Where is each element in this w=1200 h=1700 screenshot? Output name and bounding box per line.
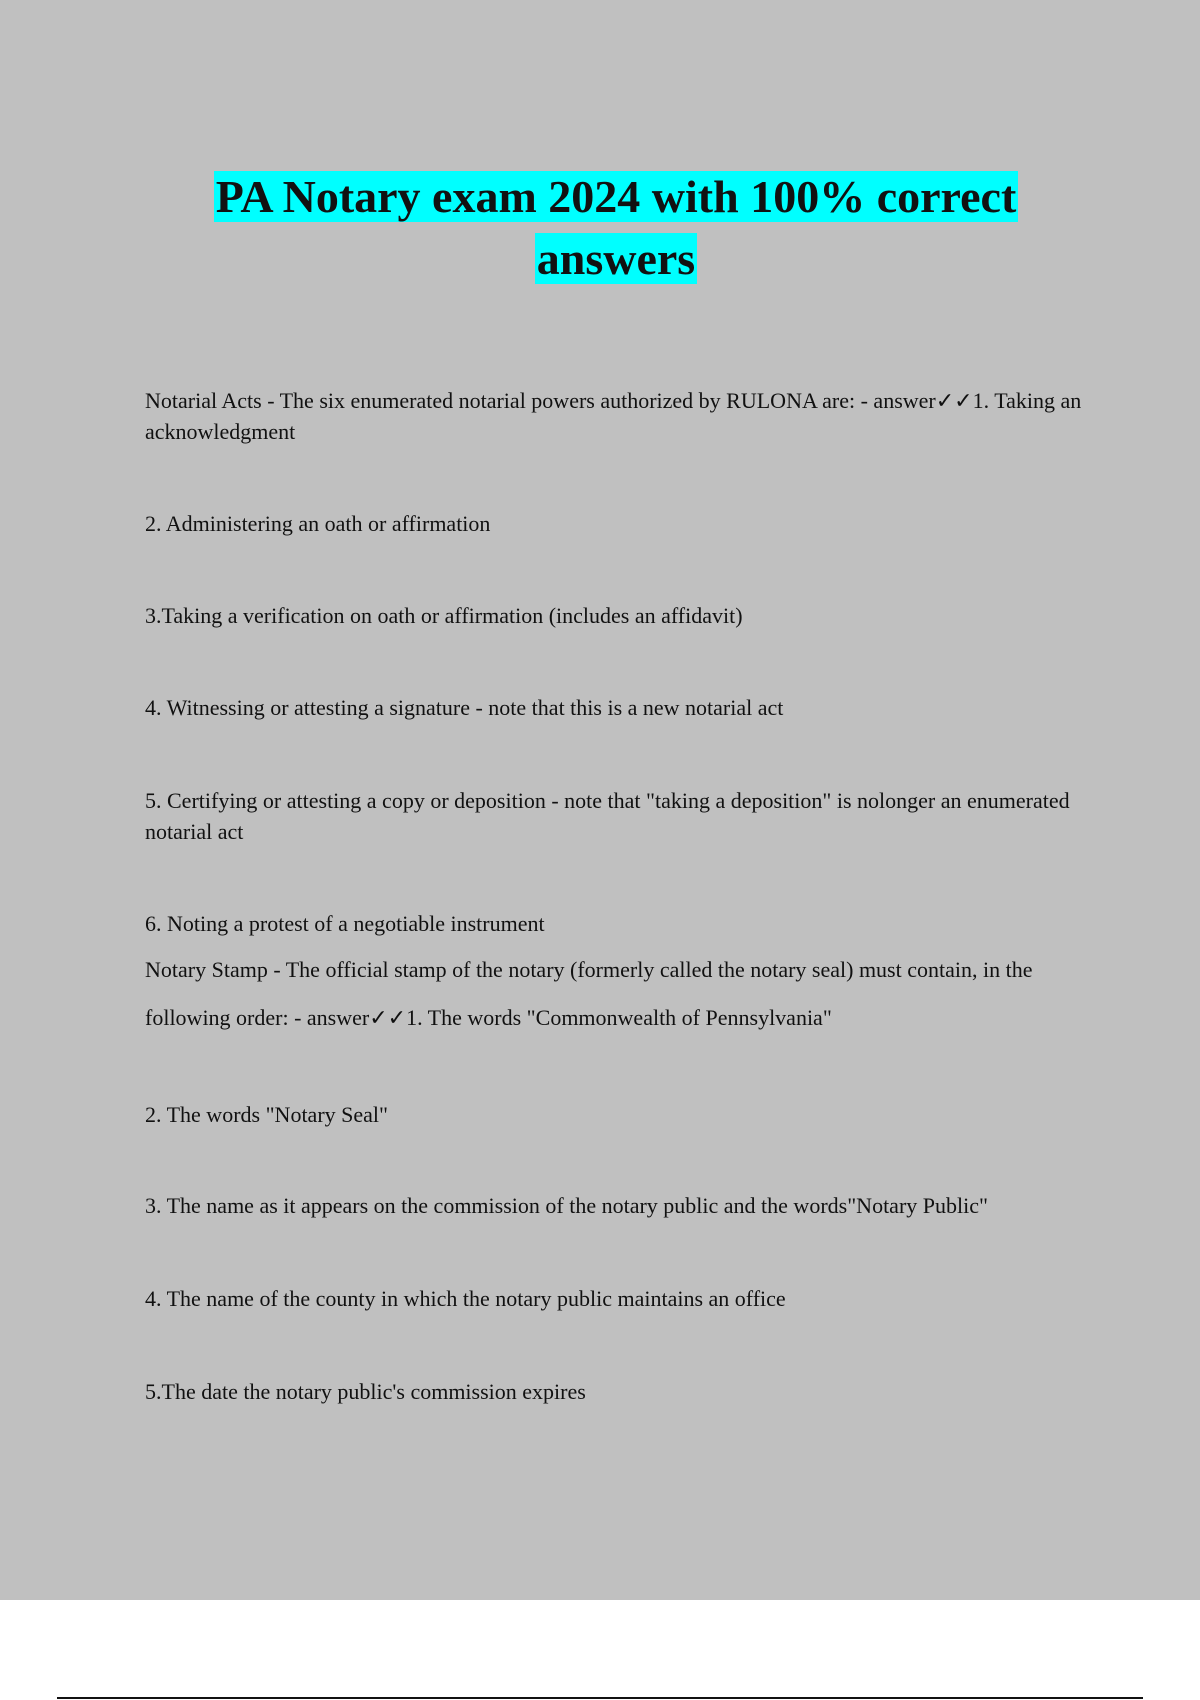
title-highlight-line-1: PA Notary exam 2024 with 100% correct [215,171,1017,222]
footer-divider [57,1697,1143,1699]
title-highlight-line-2: answers [536,233,696,284]
paragraph-item-4-witnessing: 4. Witnessing or attesting a signature - note that this is a new notarial act [145,695,784,720]
paragraph-stamp-item-3: 3. The name as it appears on the commission of the notary public and the words"Notary Public" [145,1193,988,1218]
paragraph-notarial-acts: Notarial Acts - The six enumerated notarial powers authorized by RULONA are: - answer✓✓1. Taking an acknowledgment [145,388,1082,444]
paragraph-stamp-item-4: 4. The name of the county in which the notary public maintains an office [145,1286,786,1311]
paragraph-item-5-certifying: 5. Certifying or attesting a copy or deposition - note that "taking a deposition" is nolonger an enumerated notarial act [145,788,1070,844]
paragraph-item-3-verification: 3.Taking a verification on oath or affirmation (includes an affidavit) [145,603,743,628]
paragraph-item-6-protest: 6. Noting a protest of a negotiable instrument [145,911,545,936]
paragraph-notary-stamp: Notary Stamp - The official stamp of the notary (formerly called the notary seal) must contain, in the following order: - answer✓✓1. The words "Commonwealth of Pennsylvania" [145,957,1033,1030]
paragraph-stamp-item-2: 2. The words "Notary Seal" [145,1102,389,1127]
document-title [0,166,1200,290]
paragraph-item-2-oath: 2. Administering an oath or affirmation [145,511,491,536]
paragraph-stamp-item-5: 5.The date the notary public's commission expires [145,1379,586,1404]
